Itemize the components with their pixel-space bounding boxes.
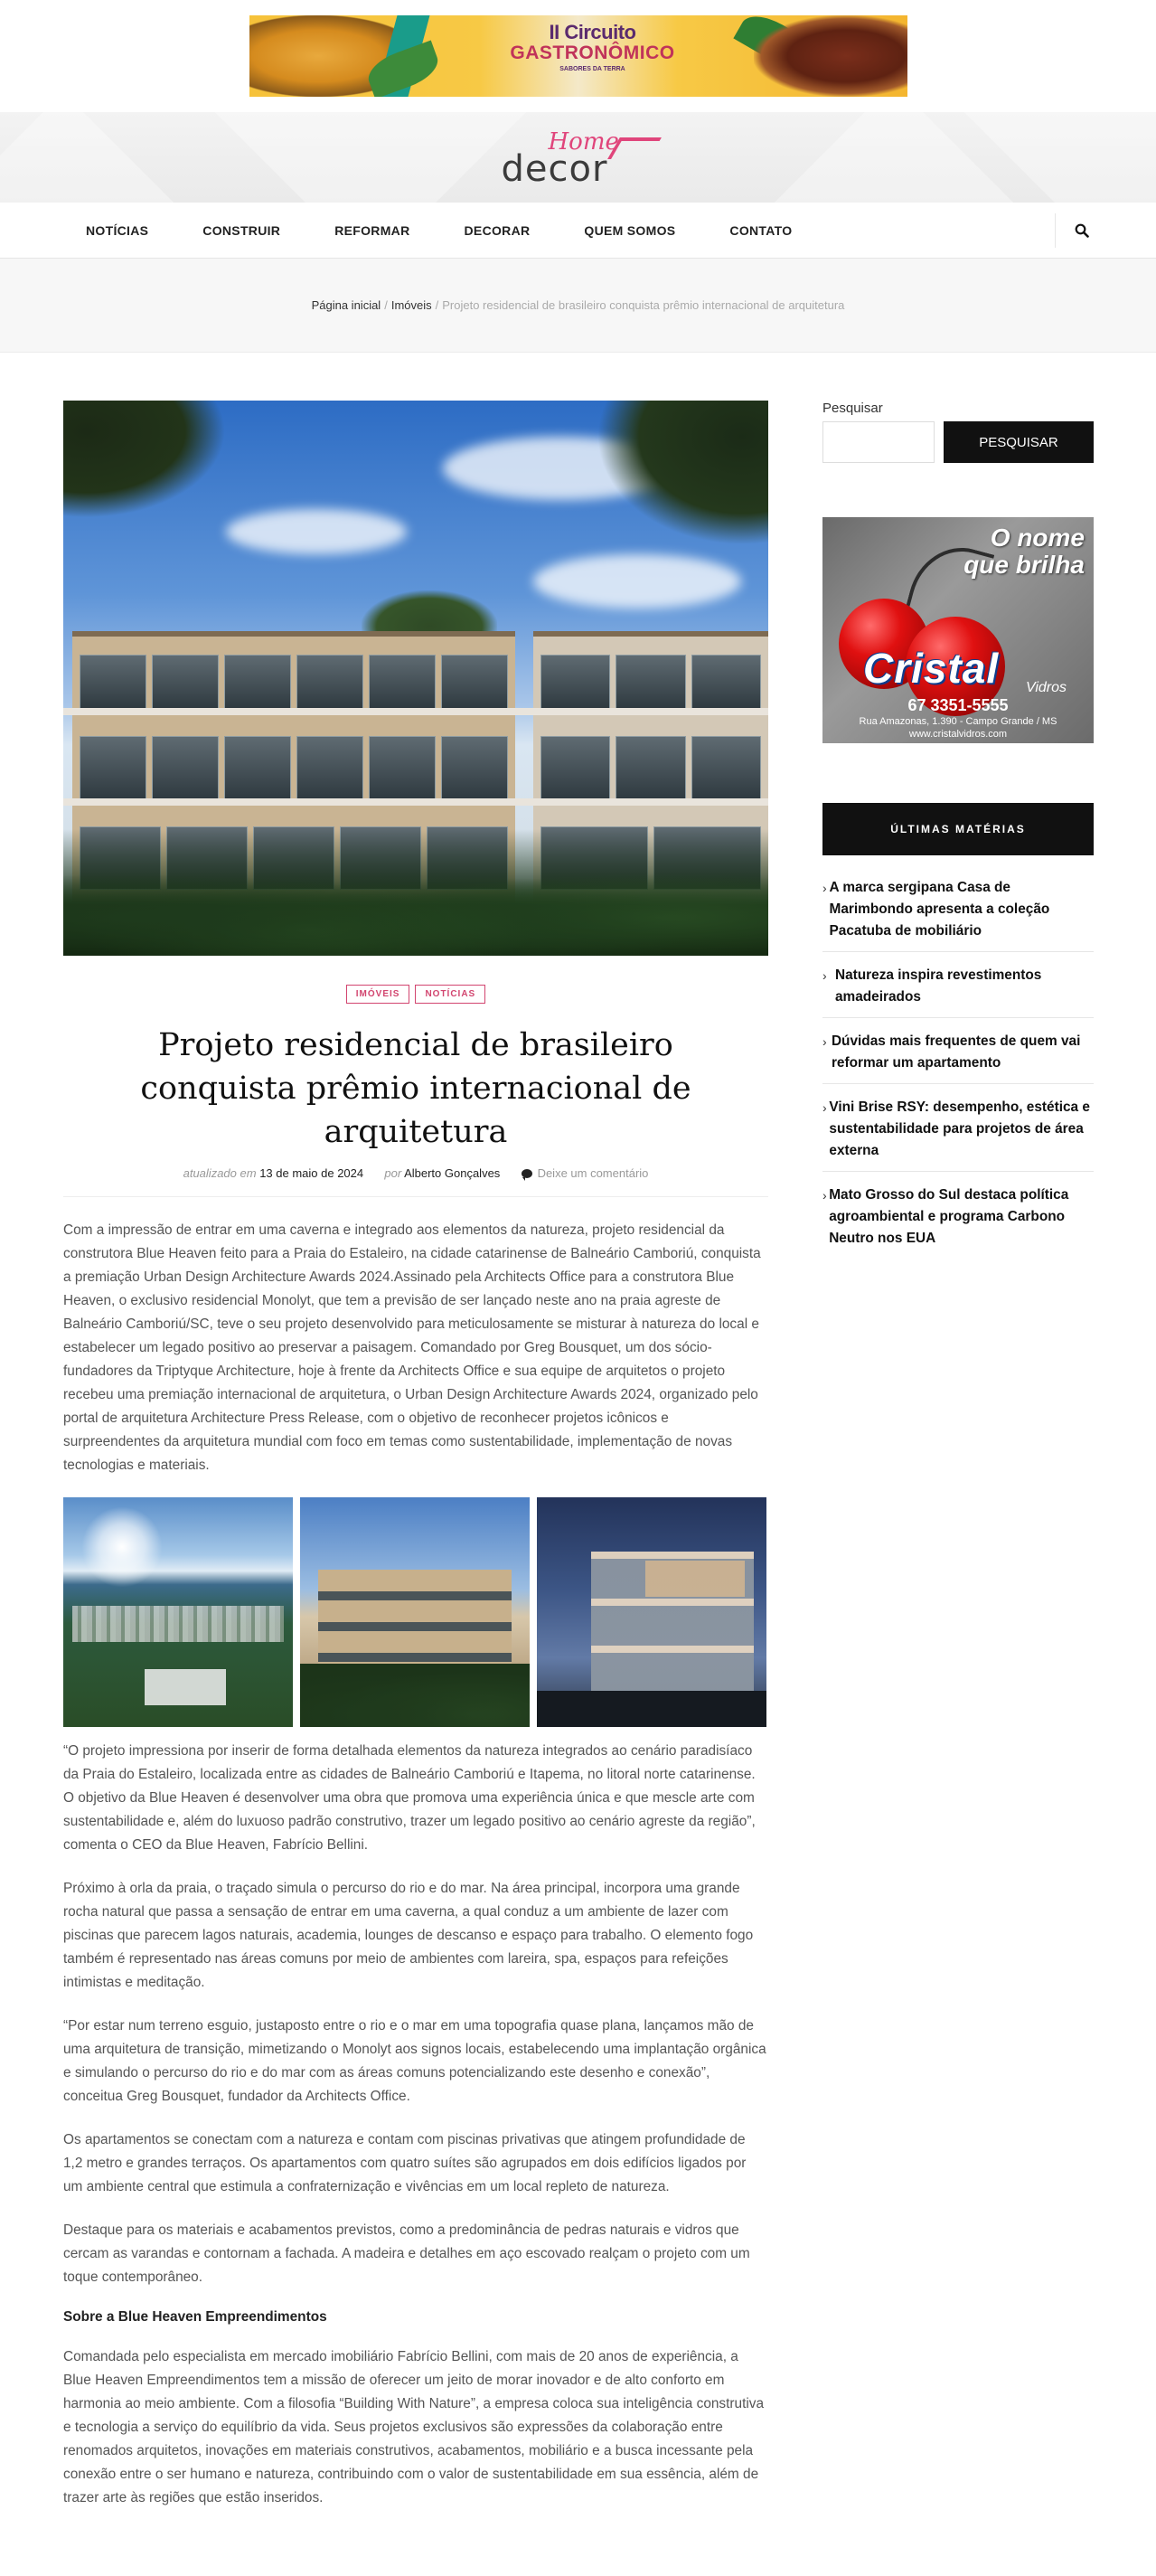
latest-post-item[interactable]	[822, 1031, 1094, 1084]
search-input[interactable]	[822, 421, 935, 463]
gastronomy-ad-banner[interactable]	[249, 15, 907, 97]
search-label: Pesquisar	[822, 401, 883, 416]
ad-line-2: GASTRONÔMICO	[510, 42, 675, 63]
nav-search-button[interactable]	[1055, 213, 1107, 248]
search-icon	[1075, 223, 1089, 238]
breadcrumb-current: Projeto residencial de brasileiro conquista prêmio internacional de arquitetura	[442, 298, 845, 312]
article-paragraph: Os apartamentos se conectam com a natureza e contam com piscinas privativas que atingem profundidade de 1,2 metro e grandes terraços. Os apartamentos com quatro suítes são agrupados em dois edifícios ligados por um ambiente central que estimula a confraternização e vivências em um local repleto de natureza.	[63, 2132, 747, 2194]
article	[63, 401, 768, 2510]
chevron-right-icon: ›	[822, 1034, 827, 1049]
comment-icon	[522, 1169, 532, 1178]
nav-item-reformar[interactable]: REFORMAR	[334, 222, 410, 238]
article-paragraph: “O projeto impressiona por inserir de forma detalhada elementos da natureza integrados ao cenário paradisíaco da Praia do Estaleiro, localizada entre as cidades de Balneário Camboriú e Itapema, no litoral norte catarinense. O objetivo da Blue Heaven é desenvolver uma obra que promova uma experiência única e que mescle arte com sustentabilidade e, além do luxuoso padrão construtivo, trazer um legado positivo ao cenário agreste da região”, comenta o CEO da Blue Heaven, Fabrício Bellini.	[63, 1743, 756, 1853]
nav-item-decorar[interactable]: DECORAR	[464, 222, 531, 238]
article-paragraph: Comandada pelo especialista em mercado imobiliário Fabrício Bellini, com mais de 20 anos de experiência, a Blue Heaven Empreendimentos tem a missão de oferecer um jeito de morar inovador e de alto conforto em harmonia ao meio ambiente. Com a filosofia “Building With Nature”, a empresa coloca sua inteligência construtiva e tecnologia a serviço do equilíbrio da vida. Seus projetos exclusivos são expressões da colaboração entre renomados arquitetos, inovações em materiais construtivos, acabamentos, mobiliário e a busca incessante pela conexão entre o ser humano e natureza, contribuindo com o valor de sustentabilidade em sua essência, além de trazer arte às regiões que estão inseridos.	[63, 2349, 765, 2505]
author-prefix: por	[384, 1166, 402, 1180]
main-nav	[0, 203, 1156, 259]
ad-line-1: II Circuito	[549, 21, 636, 43]
ad-text	[503, 21, 683, 72]
logo-home-text: Home	[548, 128, 619, 156]
latest-post-item[interactable]	[822, 877, 1094, 952]
latest-post-title[interactable]: Vini Brise RSY: desempenho, estética e sustentabilidade para projetos de área externa	[829, 1099, 1090, 1158]
image-gallery	[63, 1497, 768, 1727]
latest-post-title[interactable]: Mato Grosso do Sul destaca política agroambiental e programa Carbono Neutro nos EUA	[829, 1187, 1069, 1246]
logo-decor-text: decor	[501, 148, 608, 190]
ad-tagline: O nome que brilha	[963, 524, 1085, 579]
article-paragraph: Próximo à orla da praia, o traçado simula o percurso do rio e do mar. Na área principal, incorpora uma grande rocha natural que passa a sensação de entrar em uma caverna, a qual conduz a um ambiente de lazer com piscinas que parecem lagos naturais, academia, lounges de descanso e espaço para trabalho. O elemento fogo também é representado nas áreas comuns por meio de ambientes com lareira, spa, espaços para refeições intimistas e meditação.	[63, 1881, 754, 1990]
logo-band	[0, 112, 1156, 203]
category-tag-noticias[interactable]: NOTÍCIAS	[415, 985, 485, 1004]
latest-post-item[interactable]	[822, 1184, 1094, 1259]
latest-post-title[interactable]: A marca sergipana Casa de Marimbondo apresenta a coleção Pacatuba de mobiliário	[829, 880, 1050, 939]
gallery-image-night[interactable]	[537, 1497, 766, 1727]
ad-address: Rua Amazonas, 1.390 - Campo Grande / MS	[859, 716, 1057, 727]
article-date[interactable]: 13 de maio de 2024	[259, 1166, 364, 1180]
latest-posts-heading: ÚLTIMAS MATÉRIAS	[822, 803, 1094, 855]
comment-link[interactable]: Deixe um comentário	[537, 1166, 649, 1180]
latest-post-title[interactable]: Dúvidas mais frequentes de quem vai reformar um apartamento	[831, 1033, 1081, 1071]
ad-brand: Cristal	[863, 645, 1000, 692]
article-title: Projeto residencial de brasileiro conquista prêmio internacional de arquitetura	[140, 1027, 691, 1150]
ad-phone: 67 3351-5555	[907, 696, 1009, 714]
top-banner-area	[0, 0, 1156, 112]
gallery-image-aerial[interactable]	[63, 1497, 293, 1727]
search-form	[822, 421, 1094, 463]
ad-sub: Vidros	[1025, 680, 1067, 695]
latest-posts-list	[822, 877, 1094, 1259]
chevron-right-icon: ›	[822, 1100, 827, 1115]
breadcrumb-section[interactable]: Imóveis	[390, 298, 432, 312]
latest-post-title[interactable]: Natureza inspira revestimentos amadeirados	[834, 967, 1042, 1005]
cristal-vidros-ad[interactable]	[822, 517, 1094, 743]
article-paragraph: Destaque para os materiais e acabamentos previstos, como a predominância de pedras naturais e vidros que cercam as varandas e contornam a fachada. A madeira e detalhes em aço escovado realçam o projeto com um toque contemporâneo.	[63, 2222, 750, 2285]
category-tags	[63, 985, 768, 1004]
gallery-image-facade[interactable]	[300, 1497, 530, 1727]
nav-item-quem-somos[interactable]: QUEM SOMOS	[584, 222, 676, 238]
ad-website: www.cristalvidros.com	[908, 729, 1008, 740]
site-logo[interactable]	[501, 128, 655, 190]
latest-post-item[interactable]	[822, 965, 1094, 1018]
article-paragraph: “Por estar num terreno esguio, justaposto entre o rio e o mar em uma topografia quase plana, lançamos mão de uma arquitetura de transição, mimetizando o Monolyt aos signos locais, estabelecendo uma implantação orgânica e simulando o percurso do rio e do mar com as áreas comuns potencializando este desenho e conexão”, conceitua Greg Bousquet, fundador da Architects Office.	[63, 2018, 766, 2104]
search-button[interactable]: PESQUISAR	[944, 421, 1094, 463]
article-meta	[63, 1166, 768, 1197]
breadcrumb-separator: /	[384, 298, 388, 312]
breadcrumb-home[interactable]: Página inicial	[311, 298, 381, 312]
updated-prefix: atualizado em	[183, 1166, 257, 1180]
sidebar	[822, 401, 1094, 1271]
article-subheading: Sobre a Blue Heaven Empreendimentos	[63, 2309, 327, 2325]
seeds-image	[754, 15, 907, 97]
category-tag-imoveis[interactable]: IMÓVEIS	[346, 985, 410, 1004]
nav-item-contato[interactable]: CONTATO	[729, 222, 793, 238]
latest-post-item[interactable]	[822, 1097, 1094, 1172]
hero-image	[63, 401, 768, 956]
article-author[interactable]: Alberto Gonçalves	[404, 1166, 501, 1180]
ad-line-3: SABORES DA TERRA	[559, 66, 625, 72]
article-paragraph: Com a impressão de entrar em uma caverna e integrado aos elementos da natureza, projeto residencial da construtora Blue Heaven feito para a Praia do Estaleiro, na cidade catarinense de Balneário Camboriú, conquista a premiação Urban Design Architecture Awards 2024.Assinado pela Architects Office para a construtora Blue Heaven, o exclusivo residencial Monolyt, que tem a previsão de ser lançado neste ano na praia agreste de Balneário Camboriú/SC, teve o seu projeto desenvolvido para meticulosamente se misturar à natureza do local e estabelecer um legado positivo ao preservar a paisagem. Comandado por Greg Bousquet, um dos sócio-fundadores da Triptyque Architecture, hoje à frente da Architects Office e sua equipe de arquitetos o projeto recebeu uma premiação internacional de arquitetura, o Urban Design Architecture Awards 2024, organizado pelo portal de arquitetura Architecture Press Release, com o objetivo de reconhecer projetos icônicos e surpreendentes da arquitetura mundial com foco em temas como sustentabilidade, implementação de novas tecnologias e materiais.	[63, 1222, 761, 1473]
nav-item-noticias[interactable]: NOTÍCIAS	[86, 222, 149, 238]
chevron-right-icon: ›	[822, 968, 827, 983]
nav-item-construir[interactable]: CONSTRUIR	[202, 222, 281, 238]
breadcrumb	[0, 259, 1156, 353]
chevron-right-icon: ›	[822, 881, 827, 895]
chevron-right-icon: ›	[822, 1188, 827, 1203]
breadcrumb-separator: /	[435, 298, 439, 312]
